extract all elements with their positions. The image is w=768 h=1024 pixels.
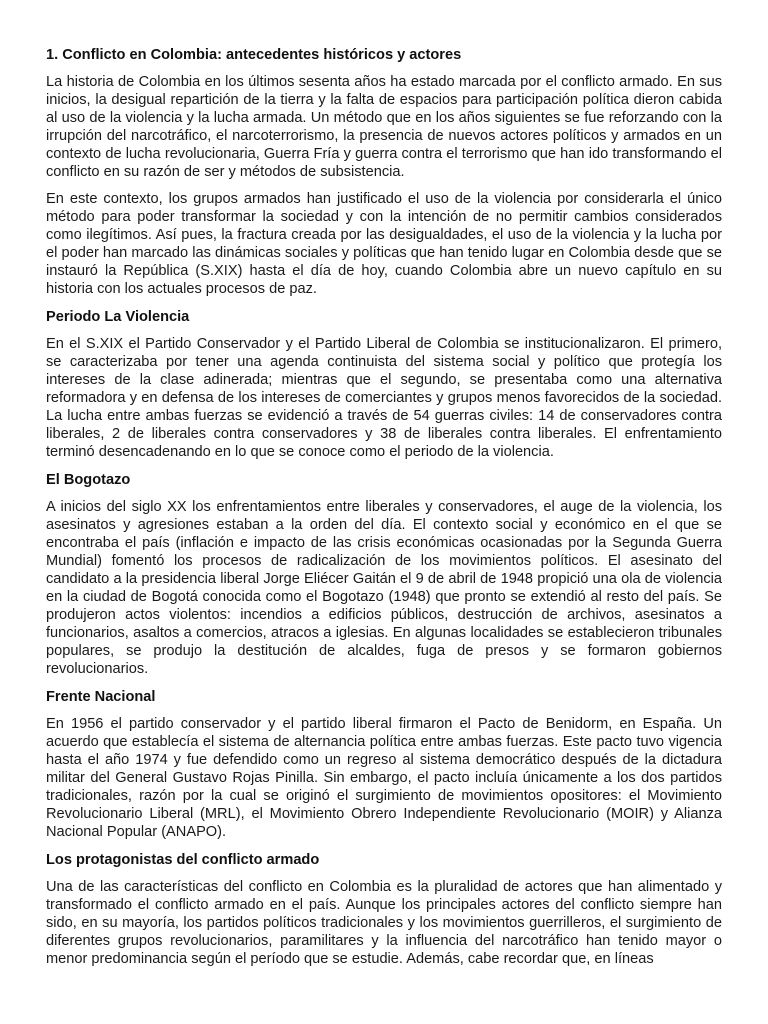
paragraph: A inicios del siglo XX los enfrentamientos entre liberales y conservadores, el auge de la violencia, los asesinatos y agresiones estaban a la orden del día. El contexto social y económico en el que se encontraba el país (inflación e impacto de las crisis económicas ocasionadas por la Segunda Guerra Mundial) fomentó los procesos de radicalización de los movimientos políticos. El asesinato del candidato a la presidencia liberal Jorge Eliécer Gaitán el 9 de abril de 1948 propició una ola de violencia en la ciudad de Bogotá conocida como el Bogotazo (1948) que pronto se extendió al resto del país. Se produjeron actos violentos: incendios a edificios públicos, destrucción de archivos, asesinatos a funcionarios, asaltos a comercios, atracos a iglesias. En algunas localidades se establecieron tribunales populares, se produjo la destitución de alcaldes, fuga de presos y se formaron gobiernos revolucionarios.: [46, 499, 722, 677]
paragraph: Una de las características del conflicto en Colombia es la pluralidad de actores que han alimentado y transformado el conflicto armado en el país. Aunque los principales actores del conflicto siempre han sido, en su mayoría, los partidos políticos tradicionales y los movimientos guerrilleros, el surgimiento de diferentes grupos revolucionarios, paramilitares y la influencia del narcotráfico han tenido mayor o menor predominancia según el período que se estudie. Además, cabe recordar que, en líneas: [46, 879, 722, 967]
section-periodo-la-violencia: [46, 308, 722, 461]
document-page: [46, 36, 722, 977]
section-heading: El Bogotazo: [46, 472, 131, 488]
section-heading: Los protagonistas del conflicto armado: [46, 852, 320, 868]
paragraph: En este contexto, los grupos armados han justificado el uso de la violencia por considerarla el único método para poder transformar la sociedad y con la intención de no permitir cambios considerados como ilegítimos. Así pues, la fractura creada por las desigualdades, el uso de la violencia y la lucha por el poder han marcado las dinámicas sociales y políticas que han tenido lugar en Colombia desde que se instauró la República (S.XIX) hasta el día de hoy, cuando Colombia abre un nuevo capítulo en su historia con los actuales procesos de paz.: [46, 191, 722, 297]
paragraph: En 1956 el partido conservador y el partido liberal firmaron el Pacto de Benidorm, en España. Un acuerdo que establecía el sistema de alternancia política entre ambas fuerzas. Este pacto tuvo vigencia hasta el año 1974 y fue defendido como un regreso al sistema democrático después de la dictadura militar del General Gustavo Rojas Pinilla. Sin embargo, el pacto incluía únicamente a los dos partidos tradicionales, razón por la cual se originó el surgimiento de movimientos opositores: el Movimiento Revolucionario Liberal (MRL), el Movimiento Obrero Independiente Revolucionario (MOIR) y Alianza Nacional Popular (ANAPO).: [46, 716, 722, 840]
section-heading: 1. Conflicto en Colombia: antecedentes históricos y actores: [46, 47, 462, 63]
paragraph: En el S.XIX el Partido Conservador y el Partido Liberal de Colombia se institucionalizaron. El primero, se caracterizaba por tener una agenda continuista del sistema social y político que protegía los intereses de la clase adinerada; mientras que el segundo, se presentaba como una alternativa reformadora y en defensa de los intereses de comerciantes y grupos menos favorecidos de la sociedad. La lucha entre ambas fuerzas se evidenció a través de 54 guerras civiles: 14 de conservadores contra liberales, 2 de liberales contra conservadores y 38 de liberales contra liberales. El enfrentamiento terminó desencadenando en lo que se conoce como el periodo de la violencia.: [46, 336, 722, 460]
section-heading: Frente Nacional: [46, 689, 156, 705]
section-conflicto: [46, 46, 722, 298]
section-heading: Periodo La Violencia: [46, 309, 190, 325]
section-el-bogotazo: [46, 471, 722, 678]
paragraph: La historia de Colombia en los últimos sesenta años ha estado marcada por el conflicto armado. En sus inicios, la desigual repartición de la tierra y la falta de espacios para participación política dieron cabida al uso de la violencia y la lucha armada. Un método que en los años siguientes se fue reforzando con la irrupción del narcotráfico, el narcoterrorismo, la presencia de nuevos actores políticos y armados en un contexto de lucha revolucionaria, Guerra Fría y guerra contra el terrorismo que han ido transformando el conflicto en su razón de ser y métodos de subsistencia.: [46, 74, 722, 180]
section-protagonistas: [46, 851, 722, 968]
section-frente-nacional: [46, 688, 722, 841]
